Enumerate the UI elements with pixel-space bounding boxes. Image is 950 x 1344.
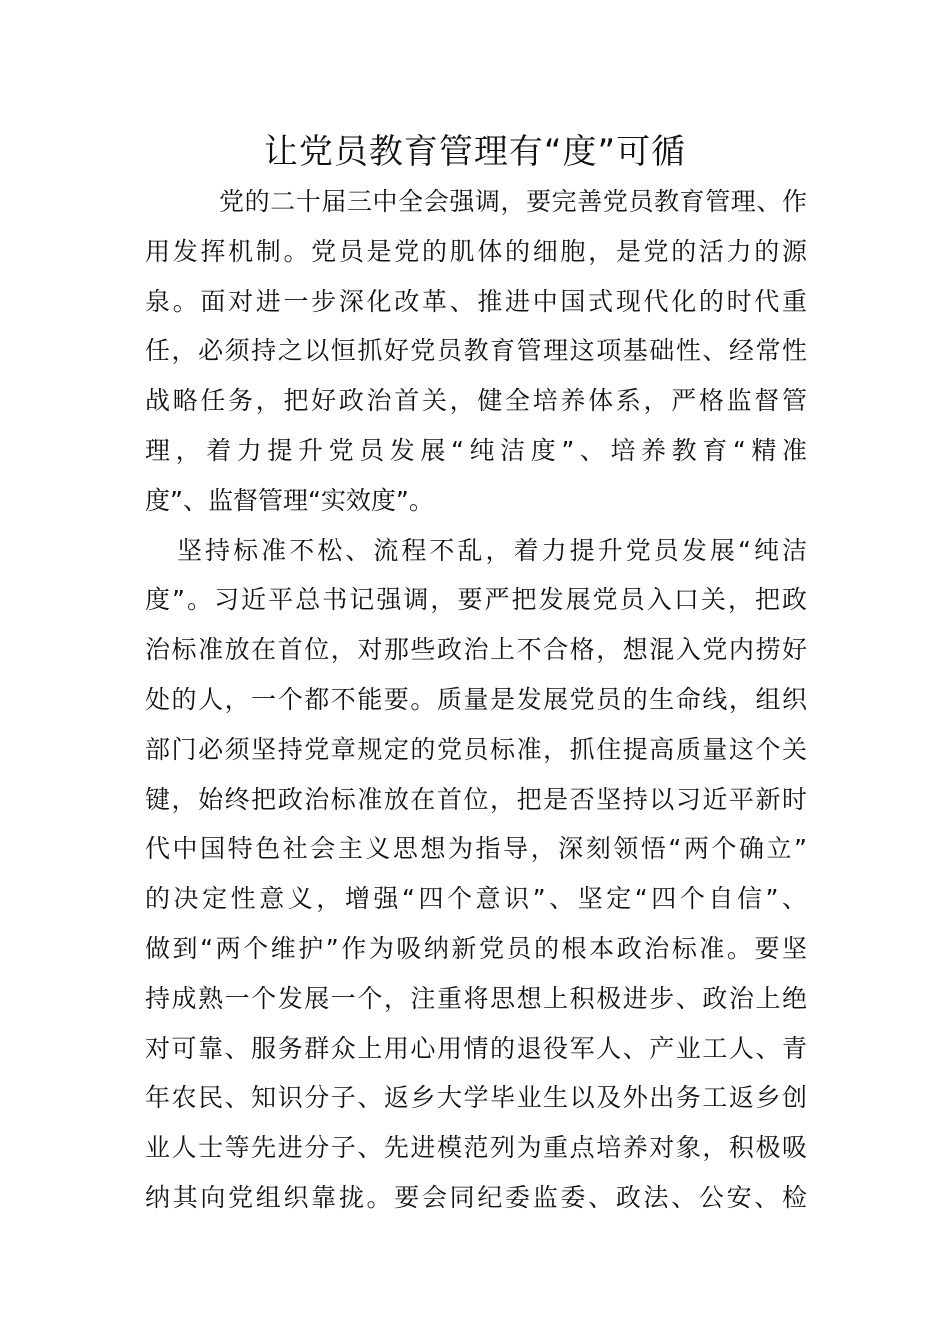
paragraph-1-line: 党的二十届三中全会强调，要完善党员教育管理、作 — [219, 187, 807, 216]
paragraph-2-line: 的决定性意义，增强“四个意识”、坚定“四个自信”、 — [145, 884, 807, 914]
paragraph-2-line: 纳其向党组织靠拢。要会同纪委监委、政法、公安、检 — [145, 1182, 807, 1212]
paragraph-2-line: 做到“两个维护”作为吸纳新党员的根本政治标准。要坚 — [145, 933, 807, 963]
document-body — [145, 177, 807, 1223]
paragraph-1-line: 理，着力提升党员发展“纯洁度”、培养教育“精准 — [145, 435, 807, 465]
paragraph-2-line: 业人士等先进分子、先进模范列为重点培养对象，积极吸 — [145, 1133, 807, 1163]
paragraph-2-line: 部门必须坚持党章规定的党员标准，抓住提高质量这个关 — [145, 734, 807, 764]
paragraph-1-line: 战略任务，把好政治首关，健全培养体系，严格监督管 — [145, 386, 807, 416]
document-title: 让党员教育管理有“度”可循 — [263, 132, 687, 172]
paragraph-1-line: 用发挥机制。党员是党的肌体的细胞，是党的活力的源 — [145, 236, 807, 266]
paragraph-2-line: 代中国特色社会主义思想为指导，深刻领悟“两个确立” — [145, 834, 807, 864]
paragraph-2-line: 持成熟一个发展一个，注重将思想上积极进步、政治上绝 — [145, 983, 807, 1013]
paragraph-2-line: 键，始终把政治标准放在首位，把是否坚持以习近平新时 — [145, 784, 807, 814]
paragraph-2-line: 年农民、知识分子、返乡大学毕业生以及外出务工返乡创 — [145, 1083, 807, 1113]
paragraph-2-line: 处的人，一个都不能要。质量是发展党员的生命线，组织 — [145, 684, 807, 714]
paragraph-1-line: 度”、监督管理“实效度”。 — [145, 485, 434, 515]
paragraph-2-line: 坚持标准不松、流程不乱，着力提升党员发展“纯洁 — [177, 535, 807, 565]
paragraph-1-line: 泉。面对进一步深化改革、推进中国式现代化的时代重 — [145, 286, 807, 316]
paragraph-2-line: 对可靠、服务群众上用心用情的退役军人、产业工人、青 — [145, 1033, 807, 1063]
paragraph-2-line: 治标准放在首位，对那些政治上不合格，想混入党内捞好 — [145, 635, 807, 665]
paragraph-2-line: 度”。习近平总书记强调，要严把发展党员入口关，把政 — [145, 585, 807, 615]
paragraph-1-line: 任，必须持之以恒抓好党员教育管理这项基础性、经常性 — [145, 336, 807, 366]
